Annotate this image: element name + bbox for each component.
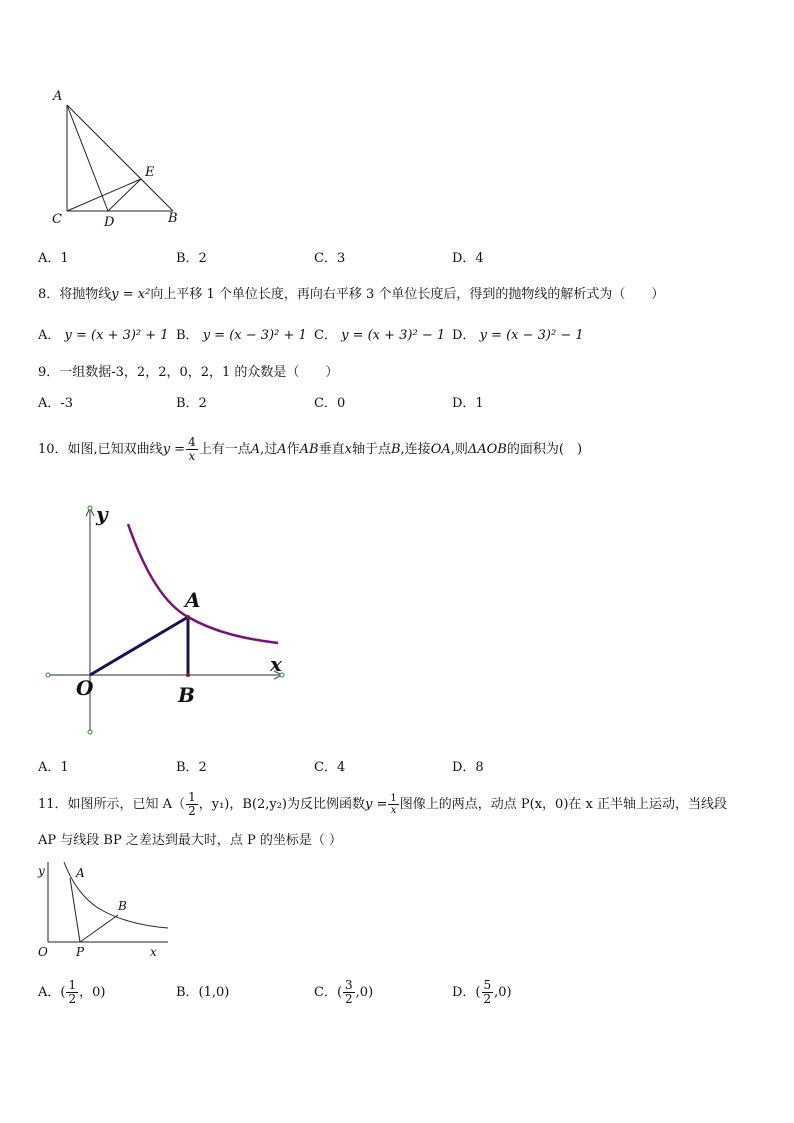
q9-text: 9．一组数据-3，2，2，0，2，1 的众数是（ ） (38, 365, 339, 380)
q9-option-c[interactable]: C．0 (314, 396, 346, 411)
point-a (186, 615, 190, 619)
point-b (186, 673, 190, 677)
segment-oa (90, 617, 188, 675)
q8-option-d[interactable]: D． y = (x − 3)² − 1 (452, 328, 584, 343)
q8-text-before: 8．将抛物线 (38, 287, 112, 302)
label-e: E (145, 165, 155, 180)
label-a: A (53, 89, 63, 104)
label-a: A (76, 866, 85, 880)
q9-option-d[interactable]: D．1 (452, 396, 484, 411)
label-d: D (104, 215, 115, 230)
label-b: B (168, 211, 178, 226)
question-8 (38, 286, 664, 304)
question-11-line2: AP 与线段 BP 之差达到最大时，点 P 的坐标是（ ） (38, 833, 342, 848)
question-10: 10．如图,已知双曲线y = $\frac{4}{x}$ 上有一点A,过A作AB垂直x轴于点B,连接OA,则ΔAOB的面积为( ) (38, 435, 583, 463)
q8-option-b[interactable]: B． y = (x − 3)² + 1 (176, 328, 307, 343)
q7-option-d[interactable]: D．4 (452, 251, 484, 266)
q7-option-c[interactable]: C．3 (314, 251, 346, 266)
hyperbola-curve (128, 524, 278, 643)
point-y-top (88, 506, 92, 510)
question-9 (38, 364, 338, 382)
label-x: x (270, 652, 282, 676)
q8-formula: y = x² (111, 287, 151, 302)
q9-option-b[interactable]: B．2 (176, 396, 207, 411)
point-x-start (46, 673, 50, 677)
label-b: B (118, 899, 127, 913)
label-y: y (38, 864, 45, 878)
segment-ad (67, 105, 108, 211)
q11-option-c[interactable]: C．( $\frac{3}{2}$ ,0) (314, 978, 374, 1006)
q11-inverse-fraction: $\frac{1}{x}$ (390, 793, 397, 816)
q7-option-b[interactable]: B．2 (176, 251, 207, 266)
label-b: B (178, 683, 195, 707)
q10-fraction: $\frac{4}{x}$ (188, 435, 196, 463)
q8-text-after: 向上平移 1 个单位长度，再向右平移 3 个单位长度后，得到的抛物线的解析式为（ ） (150, 287, 665, 302)
q11-option-d[interactable]: D．( $\frac{5}{2}$ ,0) (452, 978, 512, 1006)
q8-option-c[interactable]: C． y = (x + 3)² − 1 (314, 328, 446, 343)
q10-option-b[interactable]: B．2 (176, 760, 207, 775)
label-y: y (96, 502, 108, 526)
q7-figure (40, 85, 200, 235)
segment-ab (67, 105, 173, 211)
label-p: P (76, 945, 85, 959)
q10-option-a[interactable]: A．1 (38, 760, 69, 775)
q10-option-d[interactable]: D．8 (452, 760, 484, 775)
q10-figure (40, 500, 300, 740)
q10-option-c[interactable]: C．4 (314, 760, 346, 775)
label-x: x (150, 945, 157, 959)
label-c: C (52, 212, 62, 227)
point-y-bottom (88, 730, 92, 734)
segment-de (108, 179, 141, 211)
q11-half-fraction: $\frac{1}{2}$ (188, 790, 196, 818)
label-a: A (185, 588, 201, 612)
q11-option-a[interactable]: A．( $\frac{1}{2}$ ，0) (38, 978, 106, 1006)
label-o: O (38, 945, 48, 959)
q10-graph-svg (40, 500, 300, 740)
q9-option-a[interactable]: A．-3 (38, 396, 74, 411)
q8-option-a[interactable]: A． y = (x + 3)² + 1 (38, 328, 169, 343)
q11-figure (38, 858, 178, 963)
segment-ce (67, 179, 141, 211)
label-o: O (76, 676, 94, 700)
q7-option-a[interactable]: A．1 (38, 251, 69, 266)
q11-graph-svg (38, 858, 178, 963)
segment-ap (70, 878, 80, 942)
segment-bp (80, 915, 118, 942)
q11-option-b[interactable]: B．(1,0) (176, 985, 230, 1000)
question-11-line1: 11．如图所示，已知 A（ $\frac{1}{2}$ ，y₁)，B(2,y₂)为反比例函数y = $\frac{1}{x}$ 图像上的两点，动点 P(x，0)在 x 正半轴上运动，当线段 (38, 790, 727, 818)
